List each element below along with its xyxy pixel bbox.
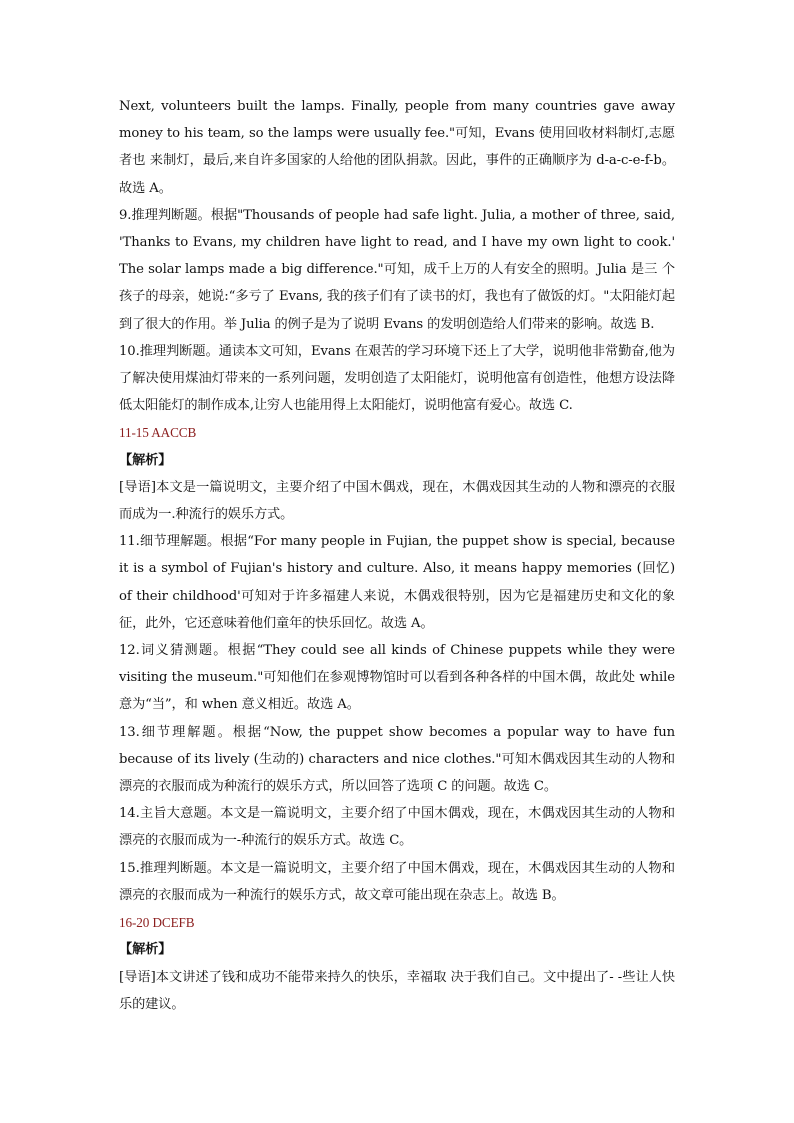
paragraph-q10: 10.推理判断题。通读本文可知，Evans 在艰苦的学习环境下还上了大学，说明他非常勤奋,他为了解决使用煤油灯带来的一系列问题，发明创造了太阳能灯，说明他富有创造性，他想方设法降低太阳能灯的制作成本,让穷人也能用得上太阳能灯，说明他富有爱心。故选 C. [119,343,675,414]
intro-passage-3: [导语]本文讲述了钱和成功不能带来持久的快乐，幸福取 决于我们自己。文中提出了- -些让人快乐的建议。 [119,969,675,1012]
paragraph-q9: 9.推理判断题。根据"Thousands of people had safe light. Julia, a mother of three, said, 'Thanks to Evans, my children have light to read, and I have my own light to cook.' The solar lamps made a big difference."可知，成千上万的人有安全的照明。Julia 是三 个孩子的母亲，她说:“多亏了 Evans, 我的孩子们有了读书的灯，我也有了做饭的灯。"太阳能灯起到了很大的作用。举 Julia 的例子是为了说明 Evans 的发明创造给人们带来的影响。故选 B. [119,207,675,332]
intro-passage-2: [导语]本文是一篇说明文，主要介绍了中国木偶戏，现在，木偶戏因其生动的人物和漂亮的衣服而成为一.种流行的娱乐方式。 [119,479,675,523]
answer-key-16-20: 16-20 DCEFB [119,915,195,931]
document-page [119,93,675,1018]
paragraph-q12: 12.词义猜测题。根据“They could see all kinds of Chinese puppets while they were visiting the museum."可知他们在参观博物馆时可以看到各种各样的中国木偶，故此处 while 意为“当”，和 when 意义相近。故选 A。 [119,643,675,713]
answer-key-11-15: 11-15 AACCB [119,425,197,441]
paragraph-q15: 15.推理判断题。本文是一篇说明文，主要介绍了中国木偶戏，现在，木偶戏因其生动的人物和漂亮的衣服而成为一种流行的娱乐方式，故文章可能出现在杂志上。故选 B。 [119,860,675,903]
paragraph-q13: 13.细节理解题。根据“Now, the puppet show becomes a popular way to have fun because of its lively (生动的) characters and nice clothes."可知木偶戏因其生动的人物和漂亮的衣服而成为种流行的娱乐方式，所以回答了选项 C 的问题。故选 C。 [119,724,675,795]
analysis-heading-1: 【解析】 [119,452,172,468]
paragraph-q11: 11.细节理解题。根据“For many people in Fujian, the puppet show is special, because it is a symbol of Fujian's history and culture. Also, it means happy memories (回忆) of their childhood'可知对于许多福建人来说，木偶戏很特别，因为它是福建历史和文化的象征，此外，它还意味着他们童年的快乐回忆。故选 A。 [119,534,675,631]
analysis-heading-2: 【解析】 [119,942,172,958]
paragraph-q14: 14.主旨大意题。本文是一篇说明文，主要介绍了中国木偶戏，现在，木偶戏因其生动的人物和漂亮的衣服而成为一-种流行的娱乐方式。故选 C。 [119,806,675,849]
paragraph-q8-continued: Next, volunteers built the lamps. Finally, people from many countries gave away money to his team, so the lamps were usually fee."可知，Evans 使用回收材料制灯,志愿者也 来制灯，最后,来自许多国家的人给他的团队捐款。因此，事件的正确顺序为 d-a-c-e-f-b。 故选 A。 [119,99,675,196]
